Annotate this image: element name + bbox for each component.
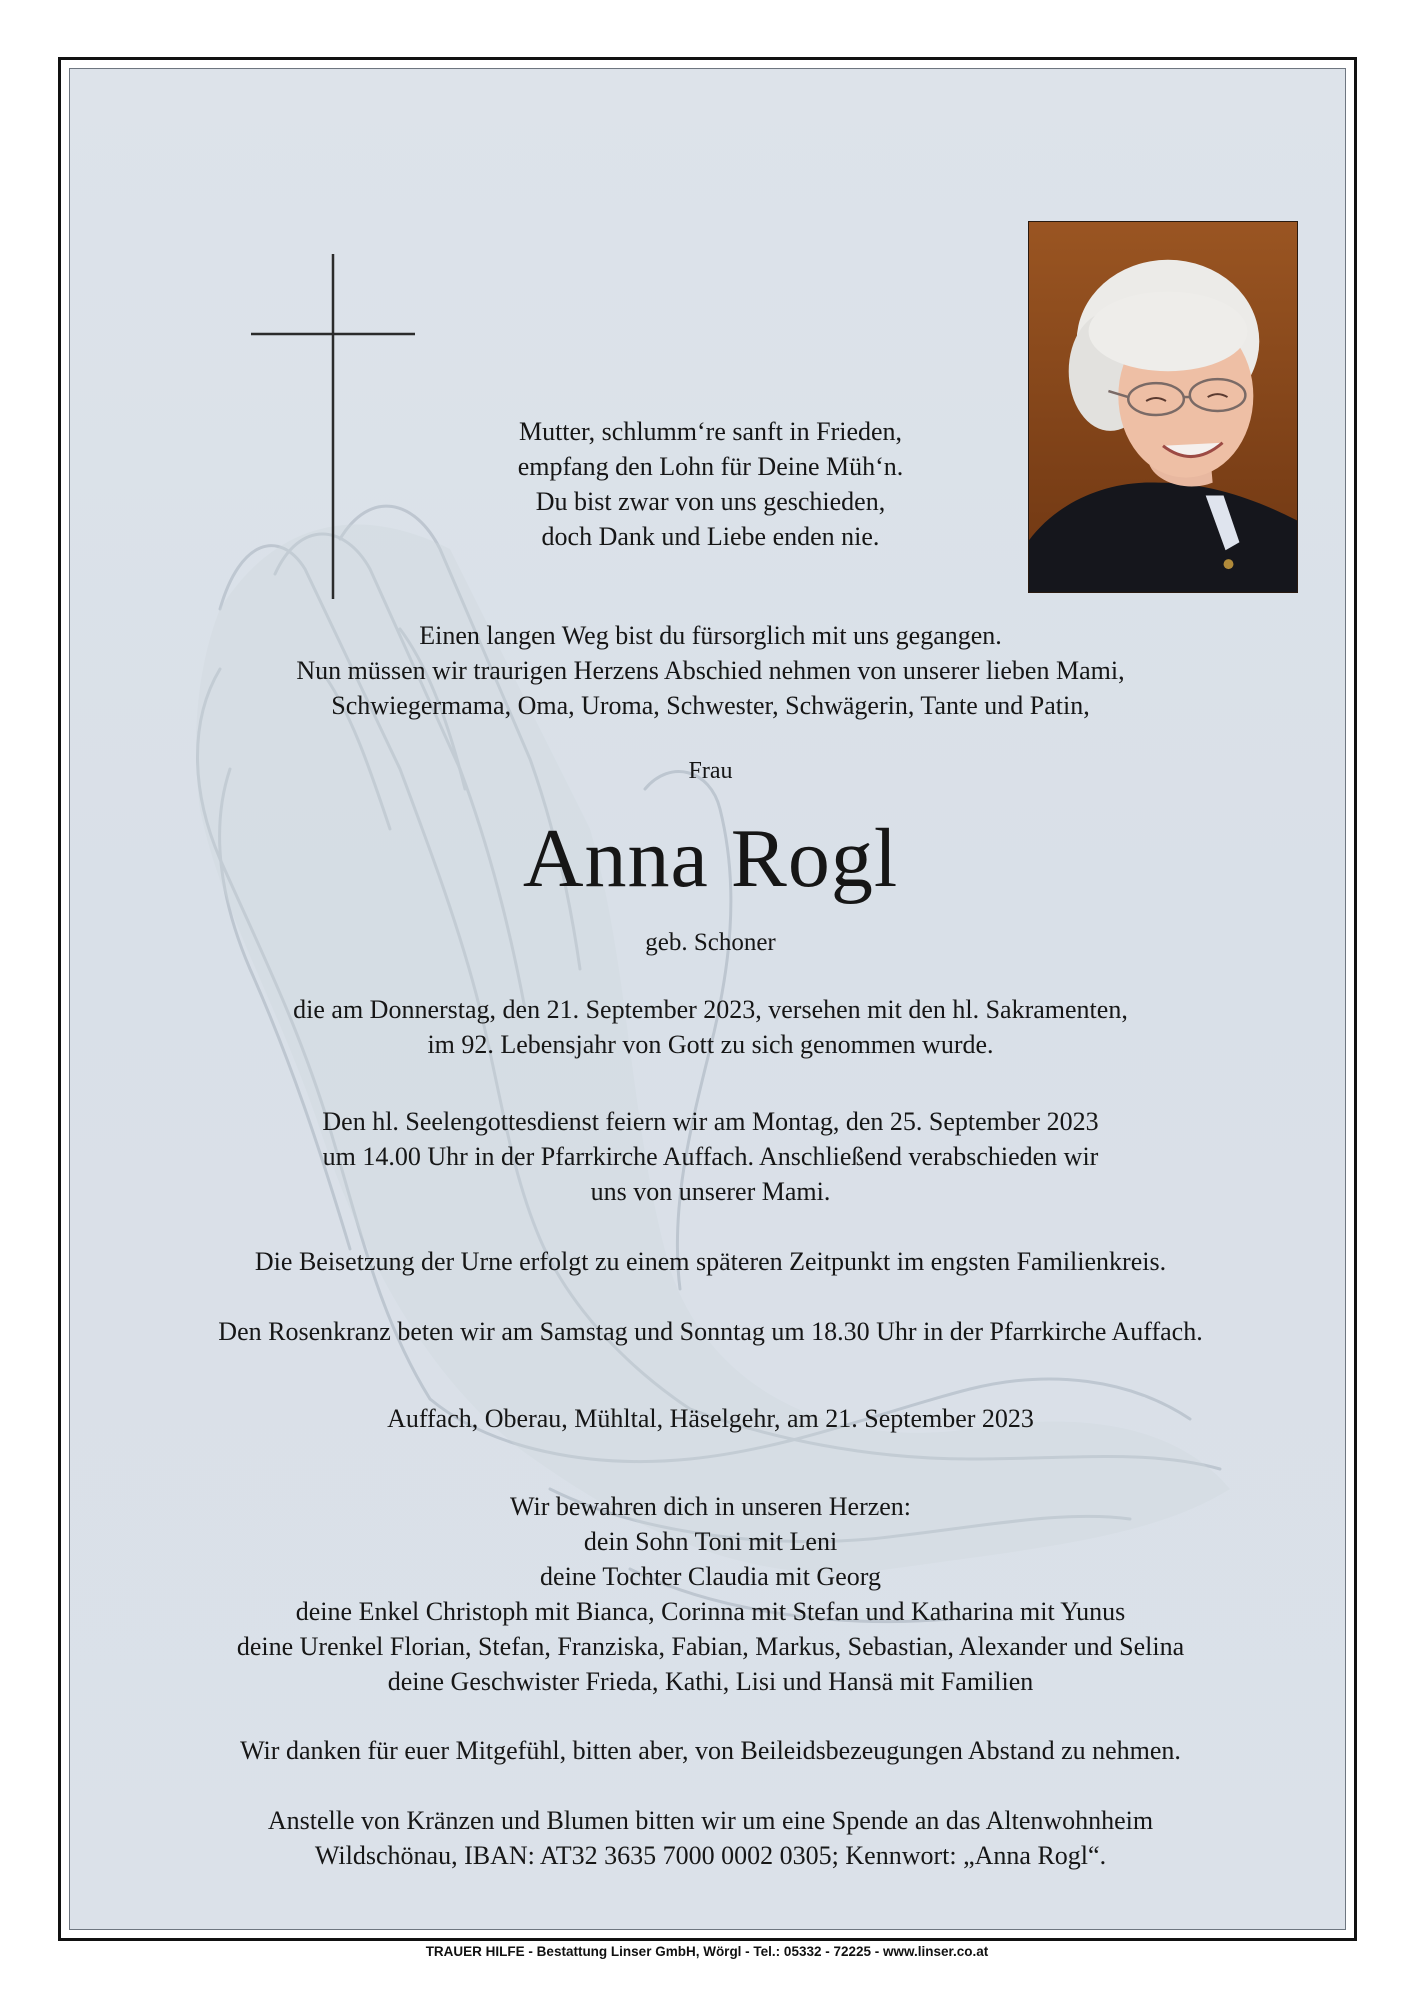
card-background <box>69 68 1346 1930</box>
poem <box>70 414 1346 554</box>
poem-line: Mutter, schlumm‘re sanft in Frieden, <box>518 417 903 446</box>
footer-imprint: TRAUER HILFE - Bestattung Linser GmbH, Wörgl - Tel.: 05332 - 72225 - www.linser.co.at <box>425 1944 989 1959</box>
mourners-line: deine Tochter Claudia mit Georg <box>540 1562 881 1591</box>
intro-line: Einen langen Weg bist du fürsorglich mit uns gegangen. <box>419 621 1002 650</box>
place-date: Auffach, Oberau, Mühltal, Häselgehr, am 21. September 2023 <box>387 1404 1034 1433</box>
intro-line: Schwiegermama, Oma, Uroma, Schwester, Schwägerin, Tante und Patin, <box>331 691 1090 720</box>
death-notice-line: die am Donnerstag, den 21. September 2023, versehen mit den hl. Sakramenten, <box>293 995 1128 1024</box>
thanks-notice: Wir danken für euer Mitgefühl, bitten aber, von Beileidsbezeugungen Abstand zu nehmen. <box>240 1736 1181 1765</box>
service-info <box>70 1104 1346 1209</box>
service-line: Den hl. Seelengottesdienst feiern wir am Montag, den 25. September 2023 <box>322 1107 1099 1136</box>
intro-line: Nun müssen wir traurigen Herzens Abschied nehmen von unserer lieben Mami, <box>296 656 1125 685</box>
urn-notice: Die Beisetzung der Urne erfolgt zu einem späteren Zeitpunkt im engsten Familienkreis. <box>254 1247 1167 1276</box>
mourners-line: deine Enkel Christoph mit Bianca, Corinna mit Stefan und Katharina mit Yunus <box>295 1597 1126 1626</box>
death-notice <box>70 992 1346 1062</box>
rosary-notice: Den Rosenkranz beten wir am Samstag und Sonntag um 18.30 Uhr in der Pfarrkirche Auffach. <box>218 1317 1203 1346</box>
donation-notice <box>70 1803 1346 1873</box>
maiden-name: geb. Schoner <box>645 929 776 956</box>
death-notice-line: im 92. Lebensjahr von Gott zu sich genommen wurde. <box>427 1030 994 1059</box>
mourners-list <box>70 1489 1346 1699</box>
salutation: Frau <box>688 758 733 784</box>
poem-line: doch Dank und Liebe enden nie. <box>541 522 880 551</box>
mourners-line: dein Sohn Toni mit Leni <box>583 1527 838 1556</box>
service-line: um 14.00 Uhr in der Pfarrkirche Auffach. Anschließend verabschieden wir <box>322 1142 1099 1171</box>
intro-text <box>70 618 1346 723</box>
obituary-card <box>58 57 1357 1941</box>
donation-line: Wildschönau, IBAN: AT32 3635 7000 0002 0305; Kennwort: „Anna Rogl“. <box>314 1841 1107 1870</box>
service-line: uns von unserer Mami. <box>590 1177 831 1206</box>
mourners-line: deine Geschwister Frieda, Kathi, Lisi und Hansä mit Familien <box>387 1667 1034 1696</box>
donation-line: Anstelle von Kränzen und Blumen bitten wir um eine Spende an das Altenwohnheim <box>267 1806 1154 1835</box>
deceased-name: Anna Rogl <box>522 812 899 905</box>
mourners-line: Wir bewahren dich in unseren Herzen: <box>509 1492 912 1521</box>
poem-line: empfang den Lohn für Deine Müh‘n. <box>517 452 904 481</box>
mourners-line: deine Urenkel Florian, Stefan, Franziska, Fabian, Markus, Sebastian, Alexander und Selina <box>236 1632 1185 1661</box>
poem-line: Du bist zwar von uns geschieden, <box>535 487 886 516</box>
